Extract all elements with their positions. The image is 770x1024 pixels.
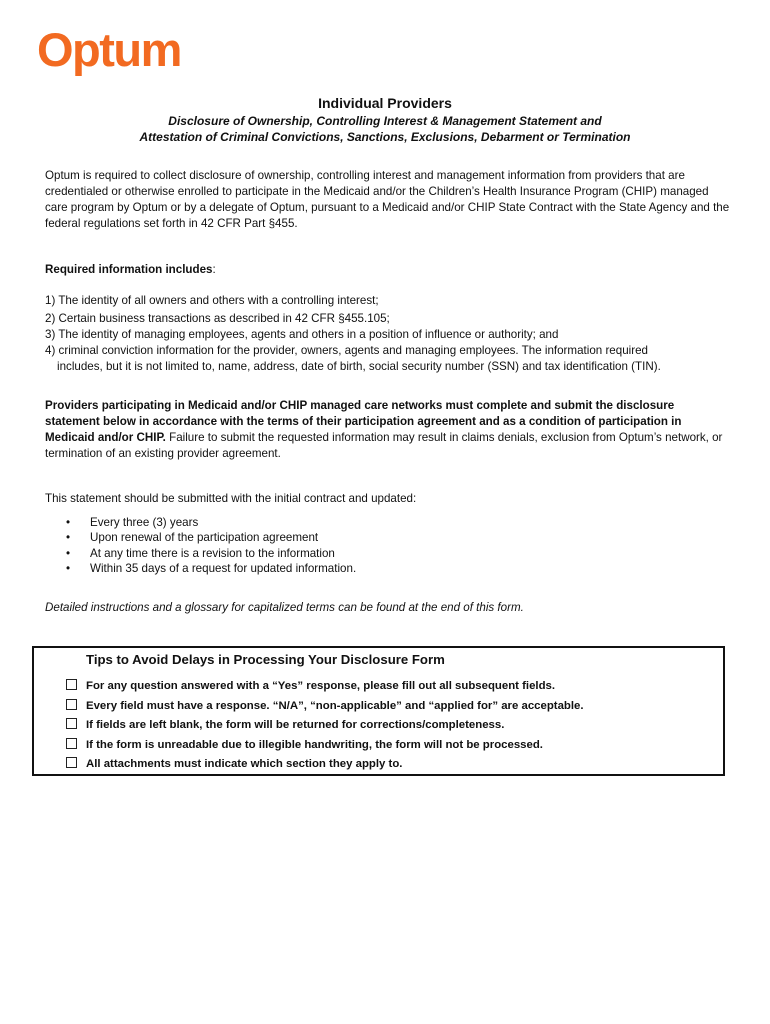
required-item-2: 2) Certain business transactions as described in 42 CFR §455.105; (45, 312, 390, 325)
submission-bullet-text: At any time there is a revision to the information (90, 547, 335, 560)
subtitle-line-2: Attestation of Criminal Convictions, Sanctions, Exclusions, Debarment or Termination (139, 130, 631, 144)
checkbox-icon (66, 718, 77, 729)
bullet-icon: • (66, 531, 71, 544)
required-heading (45, 262, 730, 278)
submission-bullet-3 (66, 546, 335, 562)
subtitle-line-1: Disclosure of Ownership, Controlling Interest & Management Statement and (168, 114, 602, 128)
submission-bullet-2 (66, 530, 318, 546)
required-item-3: 3) The identity of managing employees, agents and others in a position of influence or authority; and (45, 328, 559, 341)
tip-item-5 (66, 757, 402, 770)
required-item-4: 4) criminal conviction information for the provider, owners, agents and managing employees. The information required (45, 344, 648, 357)
participation-bold-text: Providers participating in Medicaid and/or CHIP managed care networks must complete and submit the disclosure statement below in accordance with the terms of their participation agreement and as a condition of participation in Medicaid and/or CHIP. (45, 399, 682, 444)
submission-bullet-text: Within 35 days of a request for updated information. (90, 562, 357, 575)
participation-normal-text: Failure to submit the requested information may result in claims denials, exclusion from Optum’s network, or termination of an existing provider agreement. (45, 431, 723, 460)
checkbox-icon (66, 738, 77, 749)
checkbox-icon (66, 679, 77, 690)
optum-logo: Optum (37, 23, 181, 76)
submission-bullet-4 (66, 561, 356, 577)
checkbox-icon (66, 757, 77, 768)
bullet-icon: • (66, 516, 71, 529)
submission-bullet-1 (66, 515, 198, 531)
bullet-icon: • (66, 547, 71, 560)
participation-paragraph (45, 398, 730, 462)
tip-text: Every field must have a response. “N/A”, “non-applicable” and “applied for” are acceptable. (86, 700, 584, 712)
page-title: Individual Providers (318, 95, 452, 111)
tip-text: If fields are left blank, the form will be returned for corrections/completeness. (86, 719, 505, 731)
tip-text: If the form is unreadable due to illegible handwriting, the form will not be processed. (86, 739, 543, 751)
tip-item-1 (66, 679, 555, 692)
submission-bullet-text: Every three (3) years (90, 516, 199, 529)
intro-paragraph: Optum is required to collect disclosure of ownership, controlling interest and management information from providers that are credentialed or otherwise enrolled to participate in the Medicaid and/or the Children’s Health Insurance Program (CHIP) managed care program by Optum or by a delegate of Optum, pursuant to a Medicaid and/or CHIP State Contract with the State Agency and the federal regulations set forth in 42 CFR Part §455. (45, 169, 730, 230)
submission-intro: This statement should be submitted with the initial contract and updated: (45, 492, 417, 505)
tip-item-4 (66, 738, 543, 751)
tip-item-3 (66, 718, 504, 731)
required-heading-colon: : (212, 263, 216, 276)
checkbox-icon (66, 699, 77, 710)
tip-item-2 (66, 699, 584, 712)
required-item-1: 1) The identity of all owners and others with a controlling interest; (45, 294, 379, 307)
instructions-note: Detailed instructions and a glossary for capitalized terms can be found at the end of this form. (45, 601, 524, 614)
required-heading-label: Required information includes (45, 263, 213, 276)
bullet-icon: • (66, 562, 71, 575)
tip-text: For any question answered with a “Yes” response, please fill out all subsequent fields. (86, 680, 556, 692)
required-item-4-continuation: includes, but it is not limited to, name, address, date of birth, social security number (SSN) and tax identification (TIN). (57, 360, 661, 373)
submission-bullet-text: Upon renewal of the participation agreement (90, 531, 319, 544)
tip-text: All attachments must indicate which section they apply to. (86, 758, 403, 770)
tips-title: Tips to Avoid Delays in Processing Your Disclosure Form (86, 652, 445, 667)
tips-box (32, 646, 725, 776)
